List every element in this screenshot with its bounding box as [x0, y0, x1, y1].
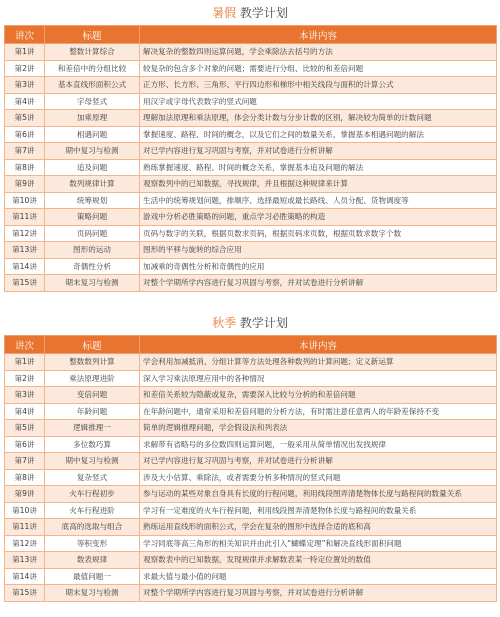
- topic-cell: 变倍问题: [45, 387, 140, 404]
- content-cell: 深入学习乘法原理应用中的各种情况: [140, 370, 497, 387]
- lecture-cell: 第5讲: [5, 420, 45, 437]
- header-lecture: 讲次: [5, 26, 45, 44]
- lecture-cell: 第11讲: [5, 519, 45, 536]
- topic-cell: 整数数列计算: [45, 354, 140, 371]
- content-cell: 用汉字或字母代表数字的竖式问题: [140, 93, 497, 110]
- autumn-title-highlight: 秋季: [212, 316, 237, 330]
- table-row: [5, 258, 497, 275]
- content-cell: 参与运动的某些对象自身具有长度的行程问题，利用线段图弄清楚物体长度与路程间的数量关系: [140, 486, 497, 503]
- lecture-cell: 第12讲: [5, 535, 45, 552]
- topic-cell: 年龄问题: [45, 403, 140, 420]
- content-cell: 学习同底等高三角形的相关知识并由此引入“蝴蝶定理”和解决直线形面积问题: [140, 535, 497, 552]
- lecture-cell: 第7讲: [5, 453, 45, 470]
- lecture-cell: 第14讲: [5, 568, 45, 585]
- topic-cell: 等积变形: [45, 535, 140, 552]
- table-row: [5, 535, 497, 552]
- content-cell: 对已学内容进行复习巩固与考察，并对试卷进行分析讲解: [140, 143, 497, 160]
- topic-cell: 相遇问题: [45, 126, 140, 143]
- summer-plan-title: [4, 4, 496, 22]
- lecture-cell: 第9讲: [5, 486, 45, 503]
- lecture-cell: 第6讲: [5, 126, 45, 143]
- table-row: [5, 209, 497, 226]
- table-row: [5, 585, 497, 602]
- lecture-cell: 第8讲: [5, 159, 45, 176]
- content-cell: 和差倍关系较为隐蔽或复杂，需要深入比较与分析的和差倍问题: [140, 387, 497, 404]
- autumn-table-body: [5, 354, 497, 602]
- lecture-cell: 第1讲: [5, 44, 45, 61]
- lecture-cell: 第15讲: [5, 275, 45, 292]
- table-row: [5, 44, 497, 61]
- topic-cell: 图形的运动: [45, 242, 140, 259]
- summer-table-body: [5, 44, 497, 292]
- topic-cell: 复杂竖式: [45, 469, 140, 486]
- content-cell: 简单的逻辑推理问题，学会假设法和列表法: [140, 420, 497, 437]
- table-row: [5, 469, 497, 486]
- header-content: 本讲内容: [140, 336, 497, 354]
- content-cell: 正方形、长方形、三角形、平行四边形和梯形中相关线段与面积的计算公式: [140, 77, 497, 94]
- topic-cell: 期末复习与检测: [45, 275, 140, 292]
- table-row: [5, 568, 497, 585]
- topic-cell: 火车行程初步: [45, 486, 140, 503]
- table-row: [5, 159, 497, 176]
- lecture-cell: 第11讲: [5, 209, 45, 226]
- topic-cell: 最值问题一: [45, 568, 140, 585]
- table-row: [5, 143, 497, 160]
- content-cell: 在年龄问题中，通常采用和差倍问题的分析方法，有时需注意任意两人的年龄差保持不变: [140, 403, 497, 420]
- topic-cell: 期末复习与检测: [45, 585, 140, 602]
- topic-cell: 和差倍中的分组比较: [45, 60, 140, 77]
- content-cell: 熟练掌握速度、路程、时间的概念关系，掌握基本追及问题的解法: [140, 159, 497, 176]
- content-cell: 观察数列中的已知数据，寻找规律，并且根据这种规律来计算: [140, 176, 497, 193]
- table-row: [5, 453, 497, 470]
- autumn-plan-table: [4, 335, 497, 602]
- header-topic: 标题: [45, 336, 140, 354]
- topic-cell: 统筹规划: [45, 192, 140, 209]
- lecture-cell: 第3讲: [5, 77, 45, 94]
- table-row: [5, 60, 497, 77]
- content-cell: 学会利用加减抵消、分组计算等方法处理各种数列的计算问题；定义新运算: [140, 354, 497, 371]
- content-cell: 生活中的统筹规划问题，排顺序、选择最短或最长路线、人员分配、货物调度等: [140, 192, 497, 209]
- topic-cell: 策略问题: [45, 209, 140, 226]
- topic-cell: 乘法原理进阶: [45, 370, 140, 387]
- topic-cell: 字母竖式: [45, 93, 140, 110]
- table-row: [5, 176, 497, 193]
- topic-cell: 加乘原理: [45, 110, 140, 127]
- content-cell: 学习有一定难度的火车行程问题，利用线段图弄清楚物体长度与路程间的数量关系: [140, 502, 497, 519]
- topic-cell: 奇偶性分析: [45, 258, 140, 275]
- table-row: [5, 242, 497, 259]
- table-header-row: [5, 26, 497, 44]
- table-row: [5, 110, 497, 127]
- table-row: [5, 387, 497, 404]
- topic-cell: 多位数巧算: [45, 436, 140, 453]
- content-cell: 游戏中分析必胜策略的问题，重点学习必胜策略的构造: [140, 209, 497, 226]
- lecture-cell: 第8讲: [5, 469, 45, 486]
- summer-title-highlight: 暑假: [212, 6, 237, 20]
- content-cell: 解决复杂的整数四则运算问题，学会乘除法去括号的方法: [140, 44, 497, 61]
- content-cell: 加减乘的奇偶性分析和奇偶性的应用: [140, 258, 497, 275]
- table-row: [5, 519, 497, 536]
- table-row: [5, 486, 497, 503]
- table-row: [5, 403, 497, 420]
- table-row: [5, 370, 497, 387]
- topic-cell: 逻辑推理一: [45, 420, 140, 437]
- content-cell: 求解带有省略号的多位数四则运算问题，一般采用从简单情况出发找规律: [140, 436, 497, 453]
- lecture-cell: 第3讲: [5, 387, 45, 404]
- lecture-cell: 第4讲: [5, 93, 45, 110]
- lecture-cell: 第7讲: [5, 143, 45, 160]
- table-row: [5, 77, 497, 94]
- table-row: [5, 225, 497, 242]
- topic-cell: 数列规律计算: [45, 176, 140, 193]
- lecture-cell: 第1讲: [5, 354, 45, 371]
- lecture-cell: 第13讲: [5, 552, 45, 569]
- lecture-cell: 第14讲: [5, 258, 45, 275]
- lecture-cell: 第4讲: [5, 403, 45, 420]
- topic-cell: 数表规律: [45, 552, 140, 569]
- table-row: [5, 192, 497, 209]
- table-row: [5, 354, 497, 371]
- table-row: [5, 93, 497, 110]
- topic-cell: 底高的选取与组合: [45, 519, 140, 536]
- table-row: [5, 552, 497, 569]
- summer-plan-table: [4, 25, 497, 292]
- content-cell: 较复杂的包含多个对象的问题；需要进行分组、比较的和差倍问题: [140, 60, 497, 77]
- summer-plan-section: [4, 4, 496, 292]
- content-cell: 观察数表中的已知数据，发现规律并求解数表某一特定位置处的数值: [140, 552, 497, 569]
- header-topic: 标题: [45, 26, 140, 44]
- lecture-cell: 第13讲: [5, 242, 45, 259]
- table-row: [5, 436, 497, 453]
- topic-cell: 火车行程进阶: [45, 502, 140, 519]
- table-row: [5, 420, 497, 437]
- lecture-cell: 第10讲: [5, 192, 45, 209]
- topic-cell: 期中复习与检测: [45, 143, 140, 160]
- content-cell: 掌握速度、路程、时间的概念，以及它们之间的数量关系，掌握基本相遇问题的解法: [140, 126, 497, 143]
- topic-cell: 页码问题: [45, 225, 140, 242]
- lecture-cell: 第2讲: [5, 370, 45, 387]
- header-lecture: 讲次: [5, 336, 45, 354]
- summer-title-text: 教学计划: [239, 6, 288, 20]
- autumn-plan-section: [4, 314, 496, 602]
- topic-cell: 期中复习与检测: [45, 453, 140, 470]
- content-cell: 页码与数字的关联，根据页数求页码，根据页码求页数，根据页数求数字个数: [140, 225, 497, 242]
- content-cell: 求最大值与最小值的问题: [140, 568, 497, 585]
- lecture-cell: 第10讲: [5, 502, 45, 519]
- header-content: 本讲内容: [140, 26, 497, 44]
- content-cell: 对整个学期所学内容进行复习巩固与考察，并对试卷进行分析讲解: [140, 585, 497, 602]
- autumn-title-text: 教学计划: [239, 316, 288, 330]
- topic-cell: 基本直线形面积公式: [45, 77, 140, 94]
- content-cell: 理解加法原理和乘法原理，体会分类计数与分步计数的区别，解决较为简单的计数问题: [140, 110, 497, 127]
- table-row: [5, 502, 497, 519]
- content-cell: 图形的平移与旋转的综合应用: [140, 242, 497, 259]
- topic-cell: 追及问题: [45, 159, 140, 176]
- content-cell: 熟练运用直线形的面积公式，学会在复杂的图形中选择合适的底和高: [140, 519, 497, 536]
- lecture-cell: 第2讲: [5, 60, 45, 77]
- lecture-cell: 第5讲: [5, 110, 45, 127]
- lecture-cell: 第6讲: [5, 436, 45, 453]
- lecture-cell: 第12讲: [5, 225, 45, 242]
- table-header-row: [5, 336, 497, 354]
- lecture-cell: 第15讲: [5, 585, 45, 602]
- table-row: [5, 275, 497, 292]
- table-row: [5, 126, 497, 143]
- content-cell: 对整个学期所学内容进行复习巩固与考察，并对试卷进行分析讲解: [140, 275, 497, 292]
- content-cell: 对已学内容进行复习巩固与考察，并对试卷进行分析讲解: [140, 453, 497, 470]
- topic-cell: 整数计算综合: [45, 44, 140, 61]
- content-cell: 涉及大小估算、乘除法，或者需要分析多种情况的竖式问题: [140, 469, 497, 486]
- autumn-plan-title: [4, 314, 496, 332]
- lecture-cell: 第9讲: [5, 176, 45, 193]
